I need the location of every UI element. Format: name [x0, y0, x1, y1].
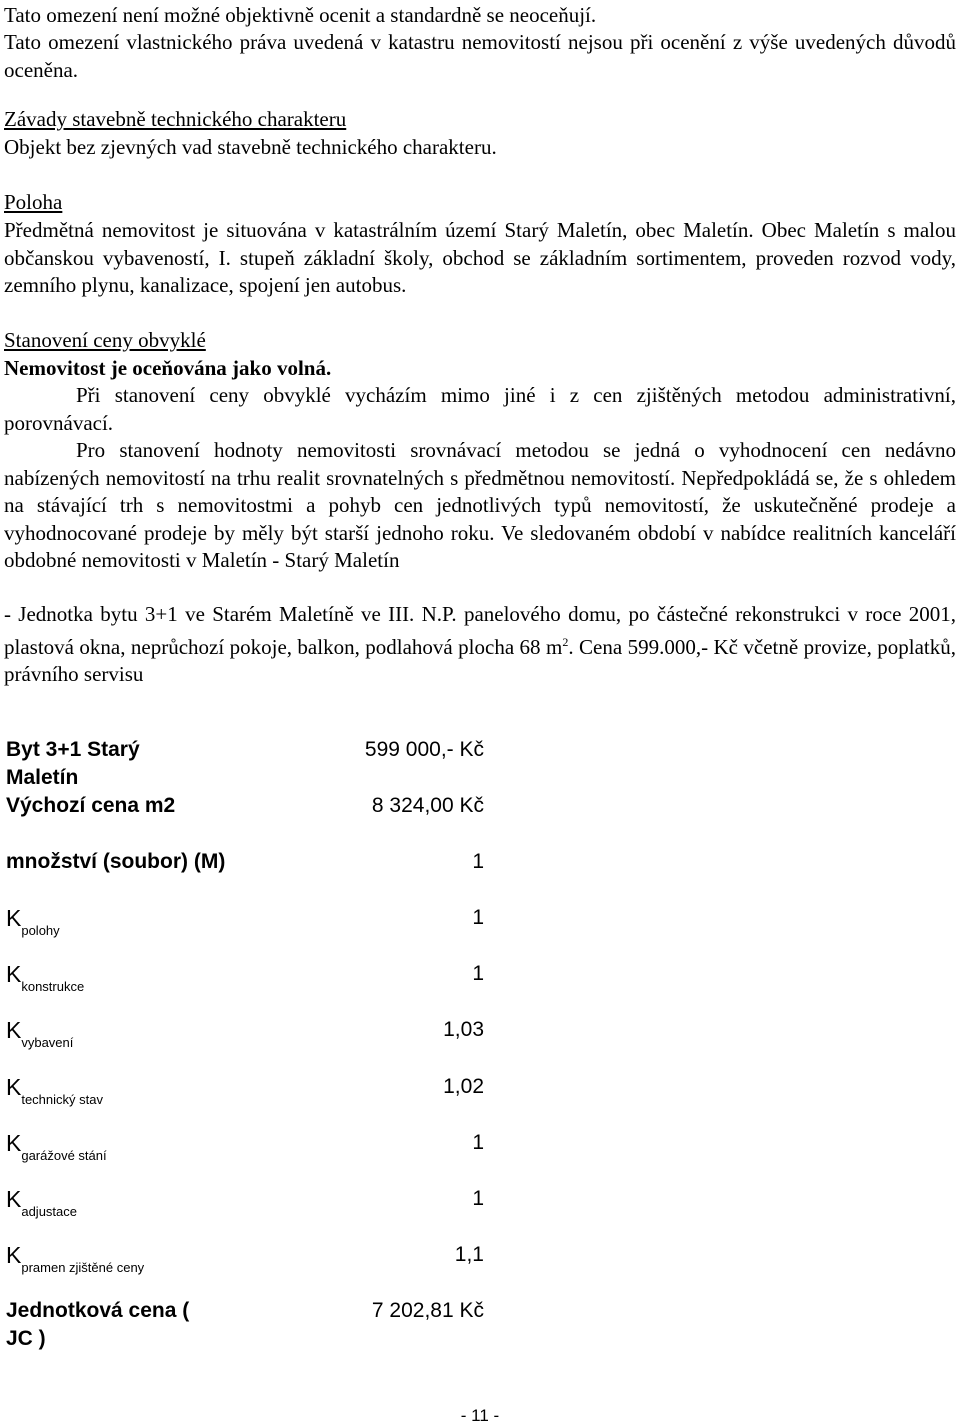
nabidka-text-b: . Cena 599.000,- Kč včetně provize, poplatků, právního servisu	[4, 634, 956, 686]
k-garazove-stani-label: $K_{garážové stání}$	[6, 1130, 107, 1163]
vychozi-cena-value: 8 324,00 Kč	[371, 794, 484, 817]
k-konstrukce-value: 1	[472, 962, 484, 985]
paragraph-poloha: Předmětná nemovitost je situována v katastrálním území Starý Maletín, obec Maletín. Obec Maletín s malou občanskou vybaveností, I. stupeň základní školy, obchod se základním sortimentem, proveden rozvod vody, zemního plynu, kanalizace, spojení jen autobus.	[4, 218, 956, 297]
nabidka-text-a: - Jednotka bytu 3+1 ve Starém Maletíně ve III. N.P. panelového domu, po částečné rekonstrukci v roce 2001, plastová okna, neprůchozí pokoje, balkon, podlahová plocha 68 m	[4, 602, 956, 659]
paragraph-srovnavaci: Pro stanovení hodnoty nemovitosti srovnávací metodou se jedná o vyhodnocení cen nedávno nabízených nemovitostí na trhu realit srovnatelných s předmětnou nemovitostí. Nepředpokládá se, že s ohledem na stávající trh s nemovitostmi a pohyb cen jednotlivých typů nemovitostí, že uskutečněné prodeje a vyhodnocované prodeje by měly být starší jednoho roku. Ve sledovaném období v nabídce realitních kanceláří obdobné nemovitosti v Maletín - Starý Maletín	[4, 438, 956, 572]
paragraph-omezeni-2: Tato omezení vlastnického práva uvedená v katastru nemovitostí nejsou při ocenění z výše uvedených důvodů oceněna.	[4, 30, 956, 82]
k-pramen-value: 1,1	[454, 1243, 484, 1266]
heading-poloha: Poloha	[4, 190, 63, 214]
paragraph-metoda: Při stanovení ceny obvyklé vycházím mimo jiné i z cen zjištěných metodou administrativní, porovnávací.	[4, 383, 956, 435]
jednotkova-cena-label: Jednotková cena ( JC )	[6, 1299, 190, 1350]
byt-value: 599 000,- Kč	[364, 738, 484, 761]
paragraph-zavady: Objekt bez zjevných vad stavebně technického charakteru.	[4, 135, 497, 159]
nabidka-sup: 2	[562, 634, 569, 649]
mnozstvi-value: 1	[472, 850, 484, 873]
k-vybaveni-value: 1,03	[443, 1018, 484, 1041]
k-adjustace-label: $K_{adjustace}$	[6, 1186, 77, 1219]
mnozstvi-label: množství (soubor) (M)	[6, 850, 226, 873]
k-adjustace-value: 1	[472, 1187, 484, 1210]
page-number: - 11 -	[460, 1406, 500, 1425]
jednotkova-cena-value: 7 202,81 Kč	[371, 1299, 484, 1322]
k-vybaveni-label: $K_{vybavení}$	[6, 1017, 74, 1050]
k-konstrukce-label: $K_{konstrukce}$	[6, 961, 85, 994]
k-technicky-stav-label: $K_{technický stav}$	[6, 1074, 103, 1107]
k-garazove-stani-value: 1	[472, 1131, 484, 1154]
k-pramen-label: $K_{pramen zjištěné ceny}$	[6, 1242, 145, 1275]
heading-zavady: Závady stavebně technického charakteru	[4, 107, 347, 131]
k-technicky-stav-value: 1,02	[443, 1075, 484, 1098]
k-polohy-value: 1	[472, 906, 484, 929]
byt-label: Byt 3+1 Starý Maletín	[6, 738, 140, 789]
k-polohy-label: $K_{polohy}$	[6, 905, 60, 938]
vychozi-cena-label: Výchozí cena m2	[6, 794, 176, 817]
paragraph-omezeni-1: Tato omezení není možné objektivně ocenit a standardně se neoceňují.	[4, 3, 597, 27]
paragraph-volna: Nemovitost je oceňována jako volná.	[4, 356, 332, 380]
heading-stanoveni-ceny: Stanovení ceny obvyklé	[4, 328, 206, 352]
paragraph-nabidka	[4, 601, 956, 689]
